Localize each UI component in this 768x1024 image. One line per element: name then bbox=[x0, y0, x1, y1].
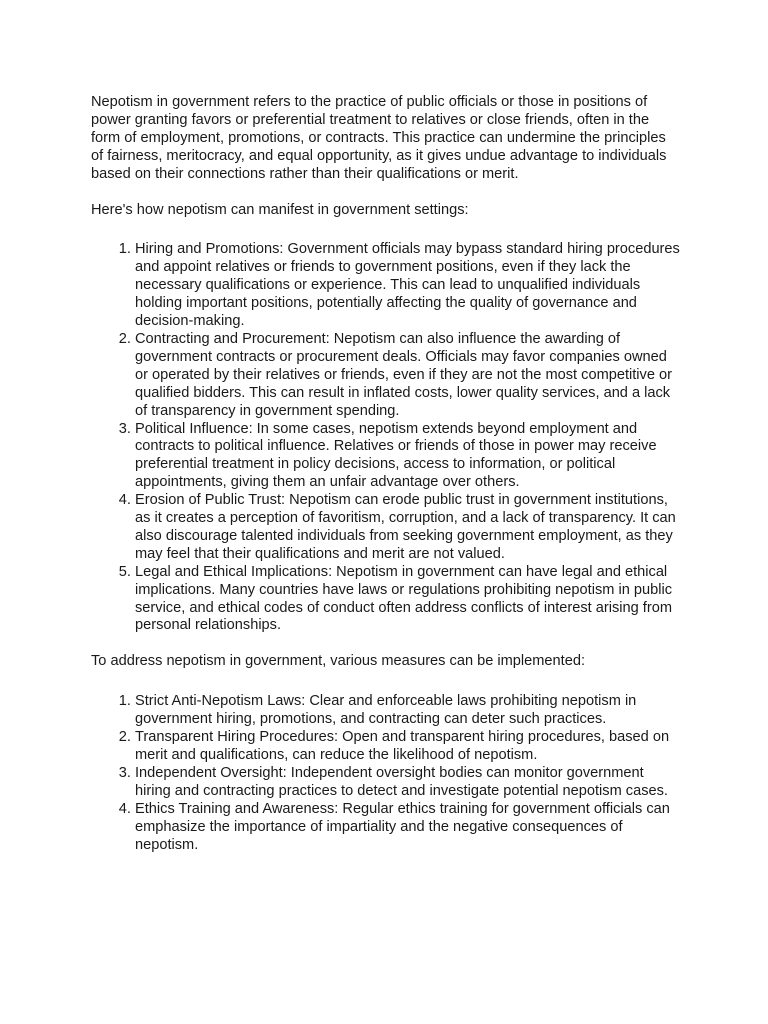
intro-paragraph: Nepotism in government refers to the practice of public officials or those in positions of power granting favors or preferential treatment to relatives or close friends, often in the form of employment, promotions, or contracts. This practice can undermine the principles of fairness, meritocracy, and equal opportunity, as it gives undue advantage to individuals based on their connections rather than their qualifications or merit. bbox=[91, 94, 667, 182]
list-item: 1. Strict Anti-Nepotism Laws: Clear and enforceable laws prohibiting nepotism in government hiring, promotions, and contracting can deter such practices. bbox=[135, 693, 681, 729]
list-item: 3. Political Influence: In some cases, nepotism extends beyond employment and contracts to political influence. Relatives or friends of those in power may receive preferential treatment in policy decisions, access to information, or political appointments, giving them an unfair advantage over others. bbox=[135, 421, 681, 493]
measures-list bbox=[91, 693, 681, 854]
document-page bbox=[91, 94, 681, 854]
manifest-lead: Here's how nepotism can manifest in government settings: bbox=[91, 201, 469, 218]
list-item: 5. Legal and Ethical Implications: Nepotism in government can have legal and ethical implications. Many countries have laws or regulations prohibiting nepotism in public service, and ethical codes of conduct often address conflicts of interest arising from personal relationships. bbox=[135, 564, 681, 636]
list-item: 2. Transparent Hiring Procedures: Open and transparent hiring procedures, based on merit and qualifications, can reduce the likelihood of nepotism. bbox=[135, 729, 681, 765]
measures-lead: To address nepotism in government, various measures can be implemented: bbox=[91, 653, 586, 670]
list-item: 4. Ethics Training and Awareness: Regular ethics training for government officials can emphasize the importance of impartiality and the negative consequences of nepotism. bbox=[135, 801, 681, 855]
list-item: 2. Contracting and Procurement: Nepotism can also influence the awarding of government contracts or procurement deals. Officials may favor companies owned or operated by their relatives or friends, even if they are not the most competitive or qualified bidders. This can result in inflated costs, lower quality services, and a lack of transparency in government spending. bbox=[135, 331, 681, 421]
list-item: 4. Erosion of Public Trust: Nepotism can erode public trust in government institutions, as it creates a perception of favoritism, corruption, and a lack of transparency. It can also discourage talented individuals from seeking government employment, as they may feel that their qualifications and merit are not valued. bbox=[135, 492, 681, 564]
list-item: 1. Hiring and Promotions: Government officials may bypass standard hiring procedures and appoint relatives or friends to government positions, even if they lack the necessary qualifications or experience. This can lead to unqualified individuals holding important positions, potentially affecting the quality of governance and decision-making. bbox=[135, 241, 681, 331]
list-item: 3. Independent Oversight: Independent oversight bodies can monitor government hiring and contracting practices to detect and investigate potential nepotism cases. bbox=[135, 765, 681, 801]
manifest-list bbox=[91, 241, 681, 635]
